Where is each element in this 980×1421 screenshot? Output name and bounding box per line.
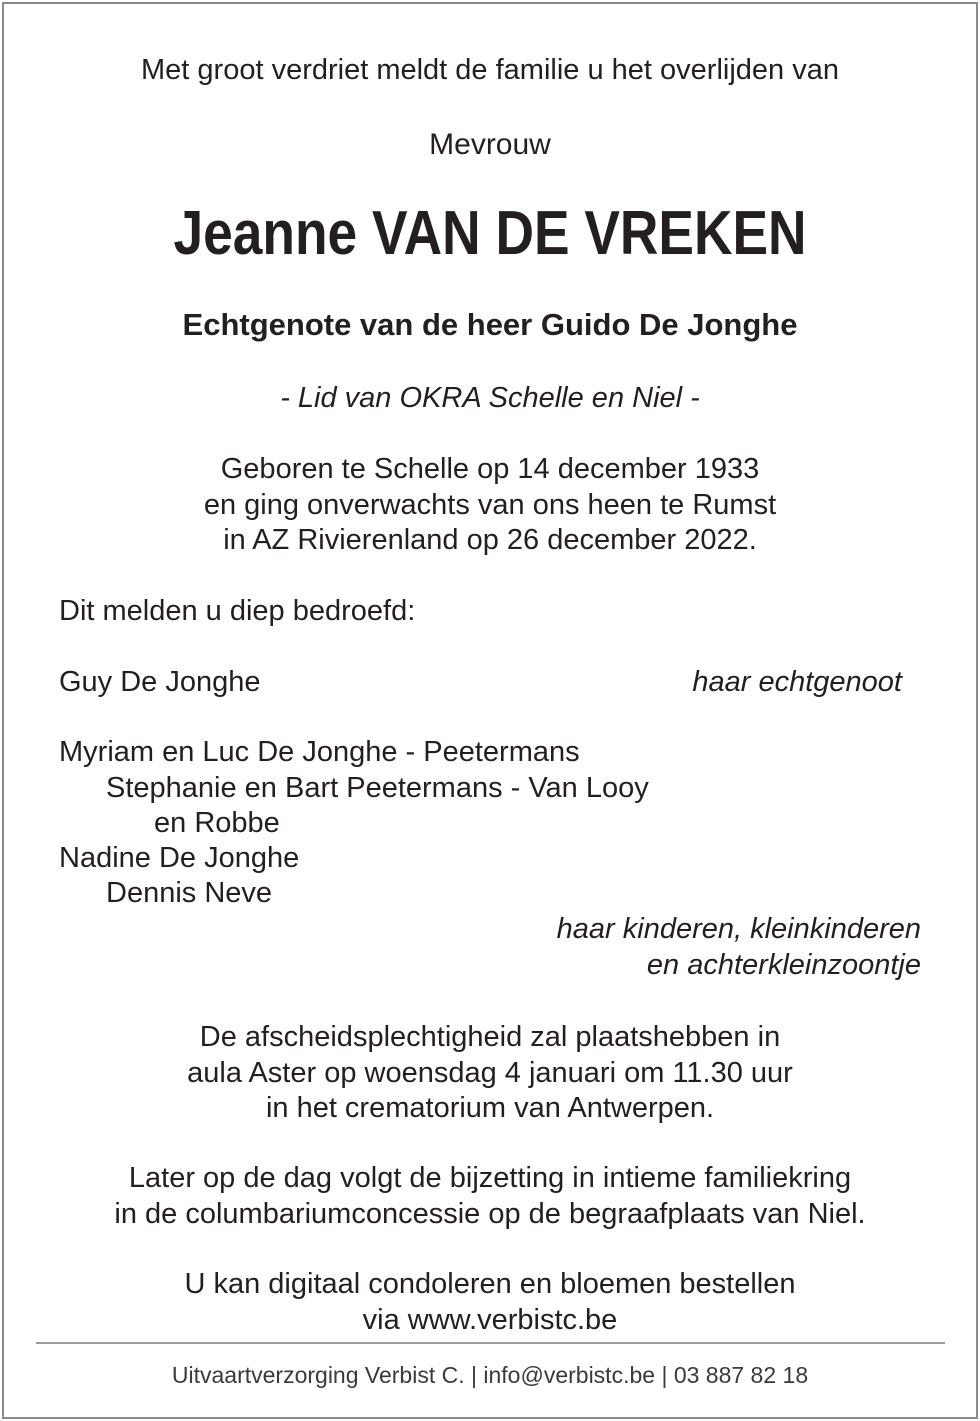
mourner-spouse-role: haar echtgenoot [692, 666, 902, 698]
family-member-line: Myriam en Luc De Jonghe - Peetermans [59, 736, 580, 768]
death-place-line: in AZ Rivierenland op 26 december 2022. [223, 524, 757, 556]
footer-email-link[interactable]: info@verbistc.be [483, 1362, 656, 1388]
footer-divider [36, 1342, 945, 1344]
burial-line: Later op de dag volgt de bijzetting in intieme familiekring [128, 1162, 852, 1194]
intro-text: Met groot verdriet meldt de familie u het overlijden van [141, 54, 839, 86]
family-member-line: Nadine De Jonghe [59, 842, 300, 874]
footer-phone: 03 887 82 18 [673, 1362, 809, 1388]
family-role-line: en achterkleinzoontje [646, 949, 921, 981]
ceremony-line: De afscheidsplechtigheid zal plaatshebben in [199, 1021, 781, 1053]
membership-line: - Lid van OKRA Schelle en Niel - [280, 382, 700, 414]
family-member-line: Dennis Neve [106, 877, 273, 909]
family-member-line: Stephanie en Bart Peetermans - Van Looy [106, 772, 649, 804]
mourner-spouse-name: Guy De Jonghe [59, 666, 261, 698]
death-line: en ging onverwachts van ons heen te Rumst [203, 489, 777, 521]
mourners-intro: Dit melden u diep bedroefd: [59, 595, 416, 627]
footer-company: Uitvaartverzorging Verbist C. [171, 1362, 465, 1388]
family-member-line: en Robbe [154, 807, 280, 839]
spouse-line: Echtgenote van de heer Guido De Jonghe [182, 307, 798, 342]
ceremony-line: in het crematorium van Antwerpen. [265, 1092, 715, 1124]
footer-separator: | [661, 1362, 668, 1388]
honorific: Mevrouw [429, 128, 551, 161]
family-role-line: haar kinderen, kleinkinderen [556, 913, 921, 945]
deceased-name: Jeanne VAN DE VREKEN [173, 199, 807, 268]
footer-separator: | [471, 1362, 477, 1388]
condolence-website-line: via www.verbistc.be [362, 1304, 618, 1336]
condolence-line: U kan digitaal condoleren en bloemen bestellen [184, 1268, 796, 1300]
footer [0, 1360, 980, 1390]
ceremony-line: aula Aster op woensdag 4 januari om 11.30 uur [187, 1057, 793, 1089]
birth-line: Geboren te Schelle op 14 december 1933 [220, 453, 760, 485]
burial-line: in de columbariumconcessie op de begraafplaats van Niel. [114, 1198, 866, 1230]
